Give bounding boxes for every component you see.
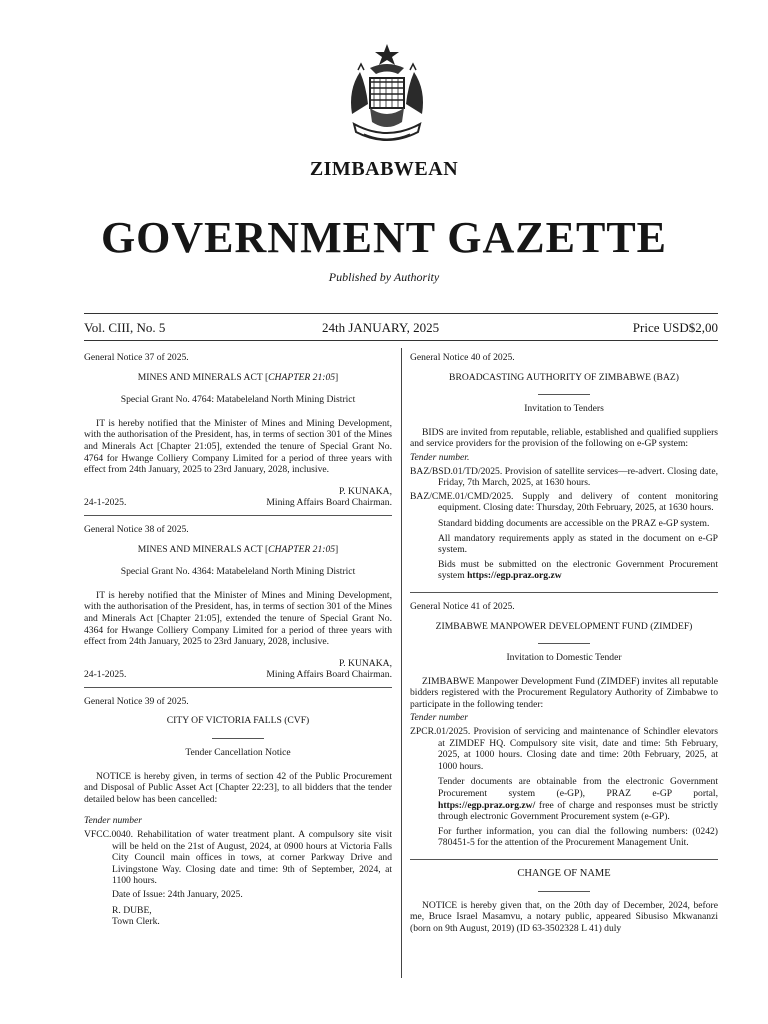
tender-note: Tender documents are obtainable from the electronic Government Procurement system (e-GP), PRAZ e-GP portal, https://egp.praz.org.zw/ free of charge and responses must be strictly through electronic Government Procurement system (e-GP). <box>438 776 718 823</box>
signer-name: P. KUNAKA, <box>338 657 392 669</box>
volume-number: Vol. CIII, No. 5 <box>84 320 166 335</box>
tender-item: VFCC.0040. Rehabilitation of water treatment plant. A compulsory site visit will be held on the 21st of August, 2024, at 0900 hours at Victoria Falls City Council main offices in tows, at corner Parkway Drive and Livingstone Way. Closing date and time: 9th of September, 2024, at 1100 hours. <box>84 829 392 887</box>
issue-price: Price USD$2,00 <box>632 320 718 335</box>
notice-subheading: Invitation to Tenders <box>524 403 604 415</box>
notice-heading: ZIMBABWE MANPOWER DEVELOPMENT FUND (ZIMDEF) <box>435 620 693 632</box>
signer-title: Mining Affairs Board Chairman. <box>266 669 392 681</box>
signer-title: Town Clerk. <box>112 916 160 928</box>
tender-number-label: Tender number. <box>410 451 470 463</box>
general-notice-41 <box>410 601 718 849</box>
egp-portal-link[interactable]: https://egp.praz.org.zw/ <box>438 799 536 811</box>
notice-separator <box>84 687 392 688</box>
grant-heading: Special Grant No. 4764: Matabeleland North Mining District <box>120 394 356 406</box>
header-bottom-rule <box>84 340 718 341</box>
tender-note: Standard bidding documents are accessible on the PRAZ e-GP system. <box>438 517 710 529</box>
tender-number-label: Tender number <box>84 815 143 827</box>
notice-subheading: Invitation to Domestic Tender <box>506 652 622 664</box>
tender-note: For further information, you can dial the following numbers: (0242) 780451-5 for the attention of the Procurement Management Unit. <box>438 825 718 849</box>
masthead-title: GOVERNMENT GAZETTE <box>100 213 668 262</box>
notice-body: NOTICE is hereby given that, on the 20th day of December, 2024, before me, Bruce Israel Masamvu, a notary public, appeared Sibusiso Mkwananzi (born on 9th August, 2019) (ID 63-3502328 L 41) duly <box>410 899 718 934</box>
issue-date-line: Date of Issue: 24th January, 2025. <box>112 889 243 900</box>
notice-body: ZIMBABWE Manpower Development Fund (ZIMDEF) invites all reputable bidders registered with the Procurement Regulatory Authority of Zimbabwe to participate in the following tender: <box>410 675 718 710</box>
notice-number: General Notice 37 of 2025. <box>84 352 189 363</box>
short-rule <box>538 394 590 395</box>
notice-number: General Notice 39 of 2025. <box>84 695 189 707</box>
notice-date: 24-1-2025. <box>84 497 127 509</box>
change-of-name-notice <box>410 868 718 934</box>
signature-row <box>84 669 392 681</box>
egp-link[interactable]: https://egp.praz.org.zw <box>467 570 562 582</box>
grant-heading: Special Grant No. 4364: Matabeleland North Mining District <box>120 566 356 578</box>
notice-body: BIDS are invited from reputable, reliable, established and qualified suppliers and service providers for the provision of the following on e-GP system: <box>410 426 718 450</box>
signer-name: P. KUNAKA, <box>338 485 392 497</box>
tender-item: BAZ/BSD.01/TD/2025. Provision of satellite services—re-advert. Closing date, Friday, 7th March, 2025, at 1630 hours. <box>410 465 718 489</box>
masthead-published-by: Published by Authority <box>328 270 440 284</box>
signer-title: Mining Affairs Board Chairman. <box>266 497 392 509</box>
notice-body: IT is hereby notified that the Minister of Mines and Mining Development, with the authorisation of the President, has, in terms of section 301 of the Mines and Minerals Act [Chapter 21:05], extended the tenure of Special Grant No. 4364 for Hwange Colliery Company Limited for a period of three years with effect from 24th January, 2025 to 23rd January, 2028, inclusive. <box>84 589 392 648</box>
short-rule <box>538 643 590 644</box>
notice-heading: BROADCASTING AUTHORITY OF ZIMBABWE (BAZ) <box>449 371 679 383</box>
notice-body: IT is hereby notified that the Minister of Mines and Mining Development, with the authorisation of the President, has, in terms of section 301 of the Mines and Minerals Act [Chapter 21:05], extended the tenure of Special Grant No. 4764 for Hwange Colliery Company Limited for a period of three years with effect from 24th January, 2025 to 23rd January, 2028, inclusive. <box>84 417 392 476</box>
masthead-country: ZIMBABWEAN <box>309 158 459 180</box>
header-top-rule <box>84 313 718 314</box>
general-notice-37 <box>84 352 392 509</box>
notice-body: NOTICE is hereby given, in terms of section 42 of the Public Procurement and Disposal of Public Asset Act [Chapter 22:23], to all bidders that the tender detailed below has been cancelled: <box>84 770 392 805</box>
notice-heading: CHANGE OF NAME <box>517 868 611 879</box>
tender-item: ZPCR.01/2025. Provision of servicing and maintenance of Schindler elevators at ZIMDEF HQ. Compulsory site visit, date and time: 5th February, 2025, at 1000 hours. Closing date and time: 20th February, 2025, at 1000 hours. <box>410 726 718 772</box>
tender-number-label: Tender number <box>410 712 469 724</box>
general-notice-39 <box>84 696 392 928</box>
notice-separator <box>84 515 392 516</box>
notice-separator <box>410 859 718 860</box>
right-column <box>410 352 718 944</box>
column-divider <box>401 348 402 978</box>
notice-subheading: Tender Cancellation Notice <box>185 747 291 759</box>
tender-item: BAZ/CME.01/CMD/2025. Supply and delivery of content monitoring equipment. Closing date: Thursday, 20th February, 2025, at 1630 hours. <box>410 490 718 514</box>
act-heading: MINES AND MINERALS ACT [CHAPTER 21:05] <box>137 543 339 555</box>
act-heading: MINES AND MINERALS ACT [CHAPTER 21:05] <box>137 371 339 383</box>
signature-row <box>84 497 392 509</box>
tender-note: All mandatory requirements apply as stated in the document on e-GP system. <box>438 532 718 556</box>
short-rule <box>212 738 264 739</box>
short-rule <box>538 891 590 892</box>
general-notice-40 <box>410 352 718 582</box>
signer-name: R. DUBE, <box>112 904 152 916</box>
notice-number: General Notice 40 of 2025. <box>410 352 515 363</box>
notice-number: General Notice 41 of 2025. <box>410 600 515 612</box>
issue-date: 24th JANUARY, 2025 <box>322 320 440 335</box>
tender-note: Bids must be submitted on the electronic Government Procurement system https://egp.praz.org.zw <box>438 558 718 582</box>
notice-separator <box>410 592 718 593</box>
notice-date: 24-1-2025. <box>84 669 127 681</box>
general-notice-38 <box>84 524 392 681</box>
notice-number: General Notice 38 of 2025. <box>84 523 189 535</box>
coat-of-arms-emblem <box>340 42 434 154</box>
left-column <box>84 352 392 931</box>
notice-heading: CITY OF VICTORIA FALLS (CVF) <box>166 715 310 727</box>
